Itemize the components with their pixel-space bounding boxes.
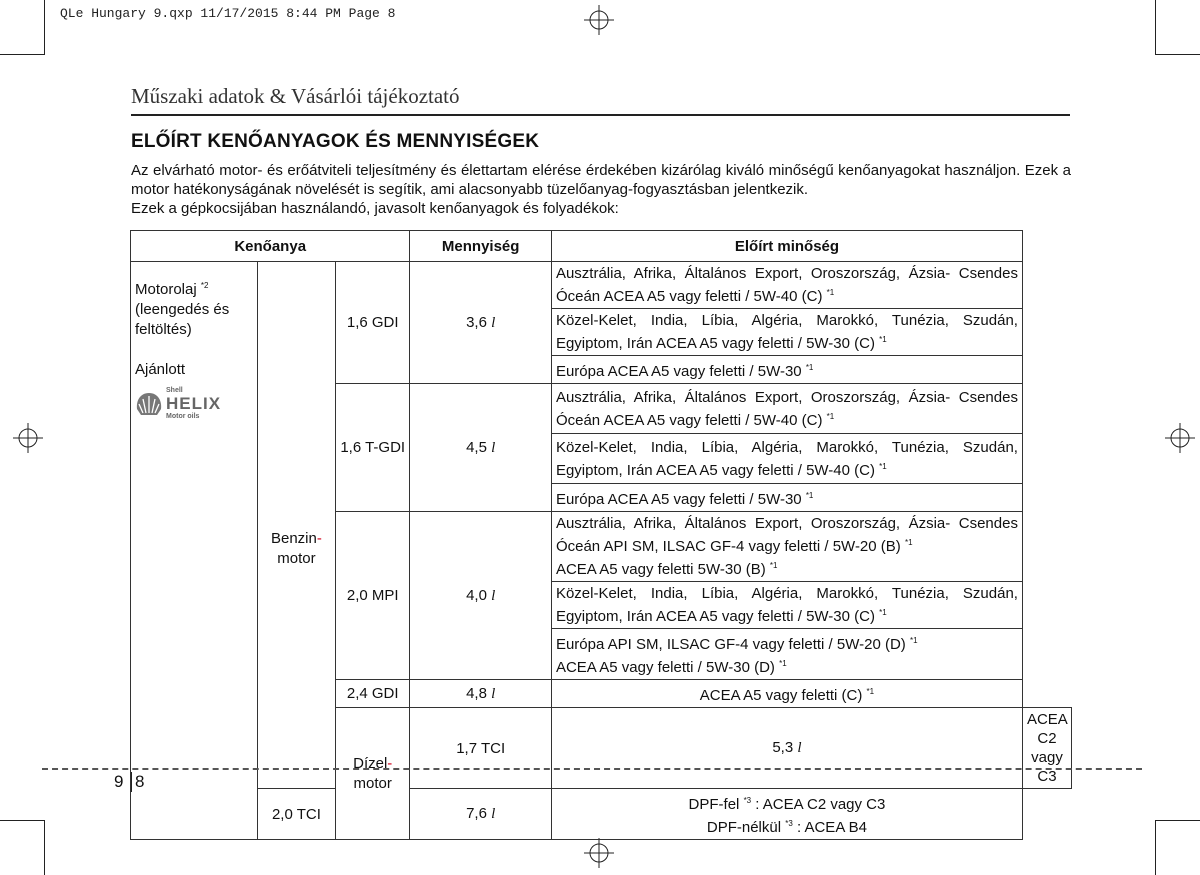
diesel-engine-cell: Dízel- motor	[336, 708, 410, 840]
crop-mark-br-h	[1155, 820, 1200, 821]
engine-2-4-gdi: 2,4 GDI	[336, 680, 410, 708]
qty-2-4-gdi: 4,8 l	[410, 680, 552, 708]
recommended-label: Ajánlott	[135, 361, 186, 378]
lubricant-table	[130, 230, 1072, 840]
spec-2-0-mpi-3: Európa API SM, ILSAC GF-4 vagy feletti / 5W-20 (D) $^{*1}$ ACEA A5 vagy feletti / 5W-30 (D) $^{*1}$	[551, 629, 1022, 680]
header-quantity: Mennyiség	[410, 231, 552, 262]
qty-1-7-tci: 5,3 l	[551, 708, 1022, 789]
shell-helix-logo	[135, 386, 253, 422]
crop-mark-tl-v	[44, 0, 45, 55]
spec-1-6-tgdi-2: Közel-Kelet, India, Líbia, Algéria, Marokkó, Tunézia, Szudán, Egyiptom, Irán ACEA A5 vagy feletti / 5W-40 (C) $^{*1}$	[551, 434, 1022, 484]
spec-2-4-gdi: ACEA A5 vagy feletti (C) $^{*1}$	[551, 680, 1022, 708]
registration-mark-top-icon	[584, 5, 614, 35]
title-rule	[131, 114, 1070, 116]
registration-mark-right-icon	[1165, 423, 1195, 453]
footer-dashed-rule	[42, 768, 1142, 770]
page-heading: ELŐÍRT KENŐANYAGOK ÉS MENNYISÉGEK	[131, 131, 540, 152]
header-lubricant: Kenőanya	[131, 231, 410, 262]
oil-cell	[131, 262, 258, 840]
oil-label-line3: feltöltés)	[135, 321, 192, 338]
spec-1-6-gdi-2: Közel-Kelet, India, Líbia, Algéria, Marokkó, Tunézia, Szudán, Egyiptom, Irán ACEA A5 vagy feletti / 5W-30 (C) $^{*1}$	[551, 309, 1022, 356]
spec-2-0-tci: DPF-fel $^{*3}$ : ACEA C2 vagy C3 DPF-nélkül $^{*3}$ : ACEA B4	[551, 789, 1022, 840]
table-row	[131, 262, 1072, 309]
header-spec: Előírt minőség	[551, 231, 1022, 262]
crop-mark-bl-v	[44, 820, 45, 875]
table-header-row	[131, 231, 1072, 262]
intro-text	[131, 161, 1071, 218]
shell-pecten-icon	[135, 391, 163, 417]
crop-mark-bl-h	[0, 820, 45, 821]
crop-mark-tr-h	[1155, 54, 1200, 55]
registration-mark-left-icon	[13, 423, 43, 453]
engine-1-6-gdi: 1,6 GDI	[336, 262, 410, 384]
spec-1-6-gdi-3: Európa ACEA A5 vagy feletti / 5W-30 $^{*1}$	[551, 356, 1022, 384]
spec-2-0-mpi-1: Ausztrália, Afrika, Általános Export, Oroszország, Ázsia- Csendes Óceán API SM, ILSAC GF-4 vagy feletti / 5W-20 (B) $^{*1}$ ACEA A5 vagy feletti 5W-30 (B) $^{*1}$	[551, 512, 1022, 582]
engine-1-7-tci: 1,7 TCI	[410, 708, 552, 789]
petrol-engine-cell: Benzin- motor	[257, 262, 335, 789]
logo-name: HELIX	[166, 394, 222, 413]
spec-1-6-tgdi-3: Európa ACEA A5 vagy feletti / 5W-30 $^{*1}$	[551, 484, 1022, 512]
crop-mark-tr-v	[1155, 0, 1156, 55]
engine-2-0-mpi: 2,0 MPI	[336, 512, 410, 680]
oil-label-line2: (leengedés és	[135, 301, 230, 318]
qty-1-6-gdi: 3,6 l	[410, 262, 552, 384]
logo-sub: Motor oils	[166, 413, 200, 420]
intro-paragraph-1: Az elvárható motor- és erőátviteli teljesítmény és élettartam elérése érdekében kizárólag kiváló minőségű kenőanyagokat használjon. Ezek a motor hatékonyságának növelését is segítik, ami alacsonyabb tüzelőanyag-fogyasztásban jelentkezik.	[131, 162, 1071, 198]
engine-1-6-tgdi: 1,6 T-GDI	[336, 384, 410, 512]
printer-slug: QLe Hungary 9.qxp 11/17/2015 8:44 PM Page 8	[60, 6, 396, 21]
crop-mark-tl-h	[0, 54, 45, 55]
registration-mark-bottom-icon	[584, 838, 614, 868]
qty-2-0-mpi: 4,0 l	[410, 512, 552, 680]
spec-2-0-mpi-2: Közel-Kelet, India, Líbia, Algéria, Marokkó, Tunézia, Szudán, Egyiptom, Irán ACEA A5 vagy feletti / 5W-30 (C) $^{*1}$	[551, 582, 1022, 629]
engine-2-0-tci: 2,0 TCI	[257, 789, 335, 840]
section-title: Műszaki adatok & Vásárlói tájékoztató	[131, 84, 460, 108]
page-number: 8	[135, 772, 145, 791]
intro-paragraph-2: Ezek a gépkocsijában használandó, javasolt kenőanyagok és folyadékok:	[131, 200, 619, 217]
spec-1-7-tci: ACEA C2 vagy C3	[1022, 708, 1071, 789]
oil-label: Motorolaj $^{*2}$	[135, 281, 209, 298]
spec-1-6-gdi-1: Ausztrália, Afrika, Általános Export, Oroszország, Ázsia- Csendes Óceán ACEA A5 vagy feletti / 5W-40 (C) $^{*1}$	[551, 262, 1022, 309]
page-chapter-number: 9	[114, 772, 124, 791]
table-row	[131, 789, 1072, 840]
spec-1-6-tgdi-1: Ausztrália, Afrika, Általános Export, Oroszország, Ázsia- Csendes Óceán ACEA A5 vagy feletti / 5W-40 (C) $^{*1}$	[551, 384, 1022, 434]
qty-1-6-tgdi: 4,5 l	[410, 384, 552, 512]
qty-2-0-tci: 7,6 l	[410, 789, 552, 840]
crop-mark-br-v	[1155, 820, 1156, 875]
logo-brand: Shell	[166, 387, 183, 394]
page-number-divider	[131, 772, 132, 792]
